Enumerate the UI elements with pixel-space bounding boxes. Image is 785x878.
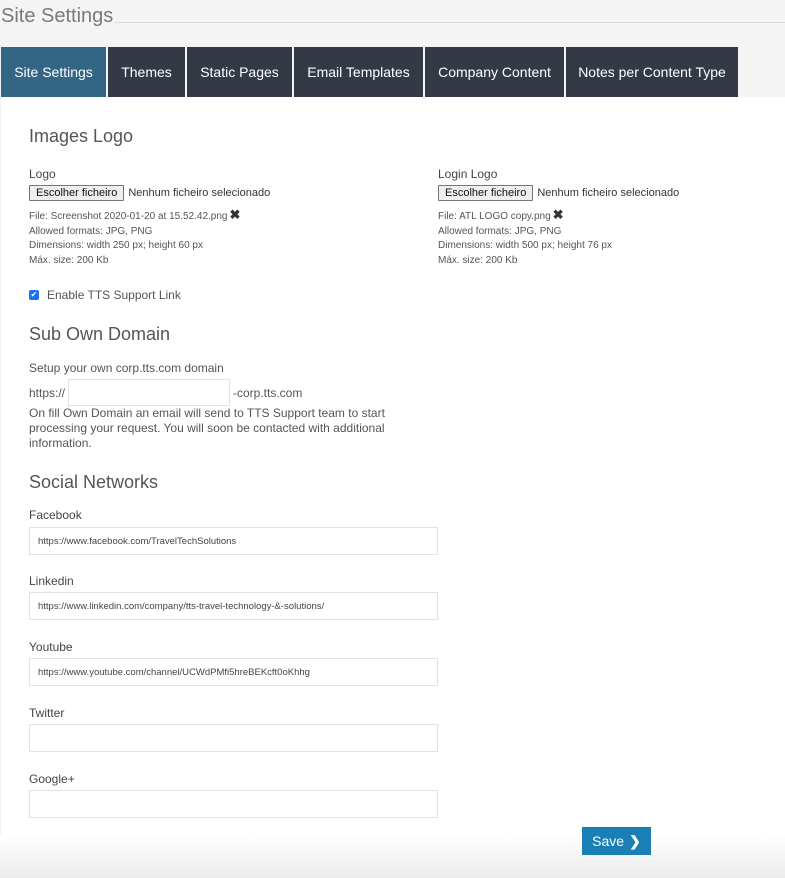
linkedin-input[interactable]: https://www.linkedin.com/company/tts-travel-technology-&-solutions/ <box>29 592 438 620</box>
sub-domain-intro: Setup your own corp.tts.com domain <box>29 361 224 375</box>
facebook-label: Facebook <box>29 508 82 522</box>
support-link-option <box>29 288 181 302</box>
page-header <box>0 0 785 40</box>
login-logo-no-file-text: Nenhum ficheiro selecionado <box>537 187 680 199</box>
save-label: Save <box>592 833 625 849</box>
logo-formats: Allowed formats: JPG, PNG <box>29 225 153 237</box>
logo-dimensions: Dimensions: width 250 px; height 60 px <box>29 240 203 251</box>
domain-input[interactable] <box>68 379 230 406</box>
page-title: Site Settings <box>1 5 114 27</box>
domain-prefix: https:// <box>29 386 66 400</box>
save-button[interactable] <box>582 827 651 855</box>
linkedin-label: Linkedin <box>29 574 74 588</box>
tab-notes-per-content-type[interactable]: Notes per Content Type <box>566 47 738 97</box>
login-logo-formats: Allowed formats: JPG, PNG <box>438 225 562 237</box>
twitter-label: Twitter <box>29 706 65 720</box>
support-link-checkbox[interactable]: ✔ <box>30 290 38 299</box>
chevron-right-icon: ❯ <box>629 832 641 849</box>
login-logo-choose-file-button[interactable]: Escolher ficheiro <box>438 185 533 201</box>
login-logo-remove-icon[interactable]: ✖ <box>552 207 564 222</box>
logo-max-size: Máx. size: 200 Kb <box>29 254 109 266</box>
logo-file-input <box>29 185 270 201</box>
title-divider <box>115 22 785 23</box>
footer-fade <box>0 832 785 878</box>
social-networks-heading: Social Networks <box>29 472 159 492</box>
tab-site-settings[interactable]: Site Settings <box>1 47 106 97</box>
youtube-label: Youtube <box>29 640 73 654</box>
youtube-input[interactable]: https://www.youtube.com/channel/UCWdPMfi5hreBEKcft0oKhhg <box>29 658 438 686</box>
tab-themes[interactable]: Themes <box>108 47 185 97</box>
logo-meta <box>29 208 240 268</box>
tab-email-templates[interactable]: Email Templates <box>294 47 423 97</box>
logo-label: Logo <box>29 167 56 181</box>
login-logo-max-size: Máx. size: 200 Kb <box>438 254 518 266</box>
login-logo-label: Login Logo <box>438 167 498 181</box>
twitter-input[interactable] <box>29 724 438 752</box>
logo-no-file-text: Nenhum ficheiro selecionado <box>128 187 271 199</box>
google-plus-input[interactable] <box>29 790 438 818</box>
logo-choose-file-button[interactable]: Escolher ficheiro <box>29 185 124 201</box>
support-link-label: Enable TTS Support Link <box>47 288 181 302</box>
tab-company-content[interactable]: Company Content <box>425 47 564 97</box>
login-logo-meta <box>438 208 612 268</box>
images-logo-heading: Images Logo <box>29 126 134 146</box>
login-logo-file-input <box>438 185 679 201</box>
domain-suffix: -corp.tts.com <box>233 386 303 400</box>
tab-static-pages[interactable]: Static Pages <box>187 47 292 97</box>
login-logo-current-file: File: ATL LOGO copy.png <box>438 211 551 222</box>
settings-tabs <box>1 47 740 97</box>
facebook-input[interactable]: https://www.facebook.com/TravelTechSolutions <box>29 527 438 555</box>
login-logo-dimensions: Dimensions: width 500 px; height 76 px <box>438 240 612 251</box>
google-plus-label: Google+ <box>29 772 75 786</box>
sub-domain-heading: Sub Own Domain <box>29 324 171 344</box>
logo-current-file: File: Screenshot 2020-01-20 at 15.52.42.png <box>29 211 228 222</box>
logo-remove-icon[interactable]: ✖ <box>229 207 241 222</box>
sub-domain-note: On fill Own Domain an email will send to TTS Support team to start processing your request. You will soon be contacted with additional information. <box>29 406 385 450</box>
